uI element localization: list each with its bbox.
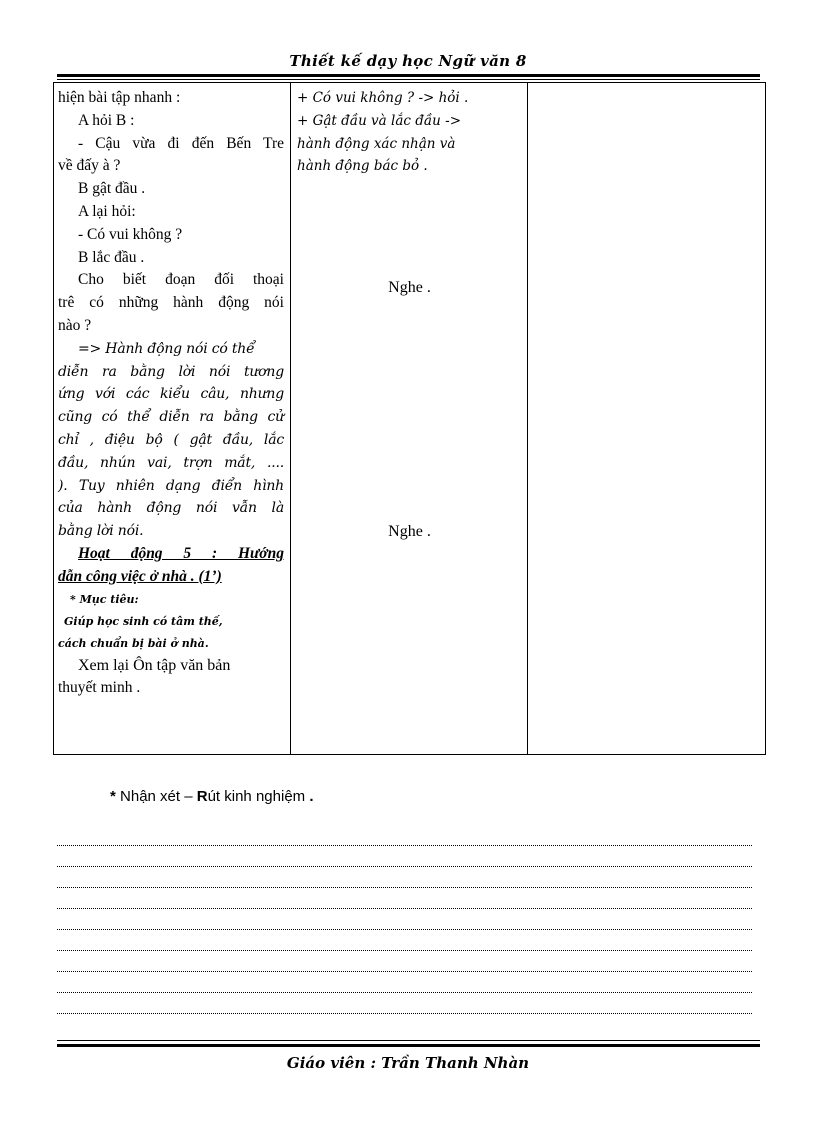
activity-text xyxy=(58,87,284,700)
listen-note: Nghe . xyxy=(388,279,431,296)
writing-line xyxy=(57,950,752,951)
student-column xyxy=(291,83,528,754)
remark-heading: * Nhận xét – Rút kinh nghiệm . xyxy=(110,788,314,805)
page-header-title: Thiết kế dạy học Ngữ văn 8 xyxy=(289,52,527,70)
writing-line xyxy=(57,1013,752,1014)
objective-text: cách chuẩn bị bài ở nhà. xyxy=(58,636,209,650)
text-line: B gật đầu . xyxy=(78,180,146,198)
homework-text: Xem lại Ôn tập văn bản xyxy=(78,656,231,674)
writing-line xyxy=(57,929,752,930)
activity-heading: Hoạt động 5 : Hướng xyxy=(78,544,284,562)
text-line: hiện bài tập nhanh : xyxy=(58,89,181,106)
text-line: ). Tuy nhiên dạng điển hình xyxy=(58,477,284,494)
text-line: đầu, nhún vai, trợn mắt, .... xyxy=(58,454,284,471)
text-line: Cho biết đoạn đối thoại xyxy=(78,271,284,289)
text-line: trê có những hành động nói xyxy=(58,294,284,312)
listen-note: Nghe . xyxy=(388,523,431,540)
text-line: A lại hỏi: xyxy=(78,202,136,220)
writing-line xyxy=(57,992,752,993)
text-line: cũng có thể diễn ra bằng cử xyxy=(58,409,284,426)
footer-rule-thick xyxy=(57,1044,760,1047)
text-line: + Gật đầu và lắc đầu -> xyxy=(297,112,462,129)
header-rule-thin xyxy=(57,79,760,80)
lesson-table xyxy=(53,82,766,755)
text-line: + Có vui không ? -> hỏi . xyxy=(297,90,469,106)
text-line: hành động xác nhận và xyxy=(297,135,456,152)
text-line: của hành động nói vẫn là xyxy=(58,500,284,517)
footer-teacher: Giáo viên : Trần Thanh Nhàn xyxy=(286,1054,530,1072)
student-text xyxy=(297,87,521,178)
text-line: về đấy à ? xyxy=(58,157,121,175)
text-line: hành động bác bỏ . xyxy=(297,158,428,175)
text-line: chỉ , điệu bộ ( gật đầu, lắc xyxy=(58,431,284,448)
notes-column xyxy=(528,83,765,754)
text-line: ứng với các kiểu câu, nhưng xyxy=(58,386,284,403)
writing-line xyxy=(57,866,752,867)
text-line: - Cậu vừa đi đến Bến Tre xyxy=(78,134,284,152)
text-line: bằng lời nói. xyxy=(58,523,144,540)
header-rule-thick xyxy=(57,74,760,77)
text-line: A hỏi B : xyxy=(78,111,135,129)
objective-label: * Mục tiêu: xyxy=(70,592,139,606)
writing-line xyxy=(57,908,752,909)
writing-line xyxy=(57,971,752,972)
text-line: nào ? xyxy=(58,316,92,334)
activity-heading: dẫn công việc ở nhà . (1’) xyxy=(58,567,222,585)
writing-line xyxy=(57,887,752,888)
text-line: diễn ra bằng lời nói tương xyxy=(58,363,284,380)
text-line: B lắc đầu . xyxy=(78,248,145,266)
writing-line xyxy=(57,845,752,846)
homework-text: thuyết minh . xyxy=(58,679,141,697)
text-line: => Hành động nói có thể xyxy=(78,340,255,357)
footer-rule-thin xyxy=(57,1040,760,1041)
objective-text: Giúp học sinh có tâm thế, xyxy=(64,614,223,628)
text-line: - Có vui không ? xyxy=(78,225,183,243)
